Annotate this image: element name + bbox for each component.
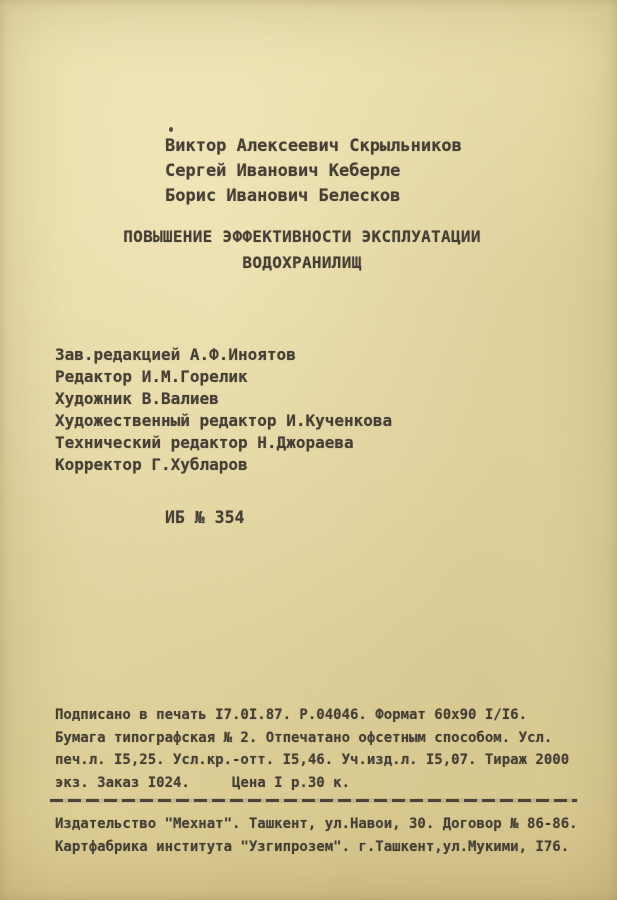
ink-speck <box>169 127 173 132</box>
staff-artist: Художник В.Валиев <box>55 389 219 408</box>
ib-number: ИБ № 354 <box>165 508 245 527</box>
imprint-line: Подписано в печать I7.0I.87. Р.04046. Формат 60х90 I/I6. <box>55 707 528 723</box>
author-name: Виктор Алексеевич Скрыльников <box>165 136 462 156</box>
author-name: Борис Иванович Белесков <box>165 186 401 206</box>
staff-managing-editor: Зав.редакцией А.Ф.Иноятов <box>55 345 296 364</box>
imprint-line: печ.л. I5,25. Усл.кр.-отт. I5,46. Уч.изд.л. I5,07. Тираж 2000 <box>55 752 570 768</box>
publisher-line: Издательство "Мехнат". Ташкент, ул.Навои, 30. Договор № 86-86. <box>55 816 578 832</box>
dashed-divider <box>50 799 577 802</box>
staff-editor: Редактор И.М.Горелик <box>55 367 248 386</box>
book-title-line1: ПОВЫШЕНИЕ ЭФФЕКТИВНОСТИ ЭКСПЛУАТАЦИИ <box>123 227 481 246</box>
publisher-block <box>55 813 578 859</box>
book-title-line2: ВОДОХРАНИЛИЩ <box>242 253 362 272</box>
staff-proofreader: Корректор Г.Хубларов <box>55 455 248 474</box>
authors-block <box>165 134 462 209</box>
imprint-line: экз. Заказ I024. Цена I р.30 к. <box>55 774 351 791</box>
staff-technical-editor: Технический редактор Н.Джораева <box>55 433 354 452</box>
imprint-block <box>55 704 569 794</box>
imprint-line: Бумага типографская № 2. Отпечатано офсетным способом. Усл. <box>55 729 553 746</box>
author-name: Сергей Иванович Кеберле <box>165 161 401 181</box>
editorial-staff-block <box>55 344 392 476</box>
book-title <box>0 224 604 276</box>
publisher-line: Картфабрика института "Узгипрозем". г.Ташкент,ул.Мукими, I76. <box>55 839 570 855</box>
staff-art-editor: Художественный редактор И.Кученкова <box>55 411 393 430</box>
